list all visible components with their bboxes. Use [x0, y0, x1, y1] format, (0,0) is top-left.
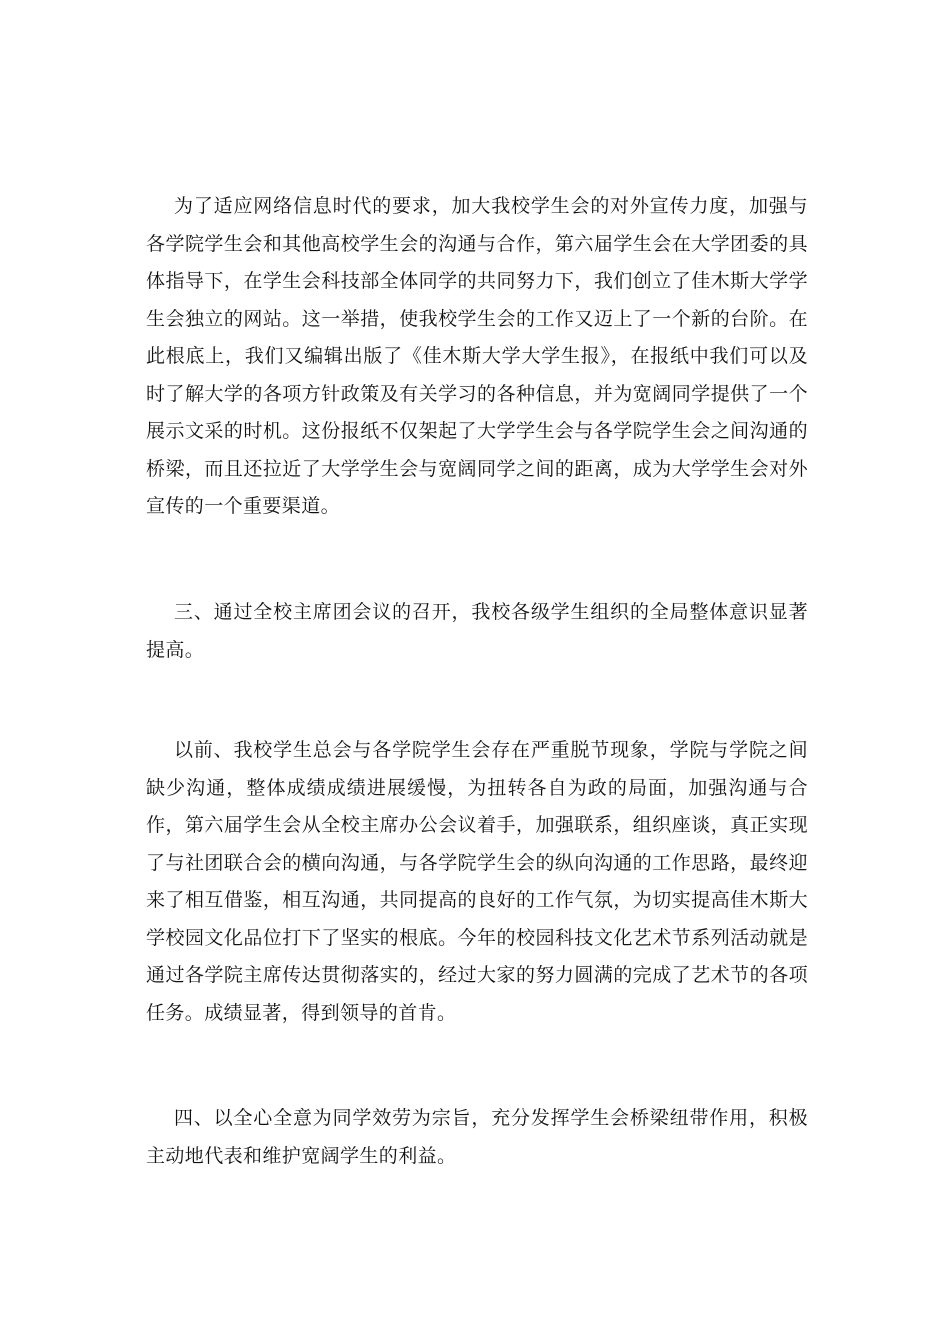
paragraph-website-newspaper: 为了适应网络信息时代的要求，加大我校学生会的对外宣传力度，加强与各学院学生会和其他高校学生会的沟通与合作，第六届学生会在大学团委的具体指导下，在学生会科技部全体同学的共同努力下，我们创立了佳木斯大学学生会独立的网站。这一举措，使我校学生会的工作又迈上了一个新的台阶。在此根底上，我们又编辑出版了《佳木斯大学大学生报》，在报纸中我们可以及时了解大学的各项方针政策及有关学习的各种信息，并为宽阔同学提供了一个展示文采的时机。这份报纸不仅架起了大学学生会与各学院学生会之间沟通的桥梁，而且还拉近了大学学生会与宽阔同学之间的距离，成为大学学生会对外宣传的一个重要渠道。: [146, 195, 808, 517]
heading-section-four: 四、以全心全意为同学效劳为宗旨，充分发挥学生会桥梁纽带作用，积极主动地代表和维护宽阔学生的利益。: [146, 1107, 808, 1167]
paragraph-communication: 以前、我校学生总会与各学院学生会存在严重脱节现象，学院与学院之间缺少沟通，整体成绩成绩进展缓慢，为扭转各自为政的局面，加强沟通与合作，第六届学生会从全校主席办公会议着手，加强联系，组织座谈，真正实现了与社团联合会的横向沟通，与各学院学生会的纵向沟通的工作思路，最终迎来了相互借鉴，相互沟通，共同提高的良好的工作气氛，为切实提高佳木斯大学校园文化品位打下了坚实的根底。今年的校园科技文化艺术节系列活动就是通过各学院主席传达贯彻落实的，经过大家的努力圆满的完成了艺术节的各项任务。成绩显著，得到领导的首肯。: [146, 739, 808, 1024]
heading-section-three: 三、通过全校主席团会议的召开，我校各级学生组织的全局整体意识显著提高。: [146, 601, 808, 661]
